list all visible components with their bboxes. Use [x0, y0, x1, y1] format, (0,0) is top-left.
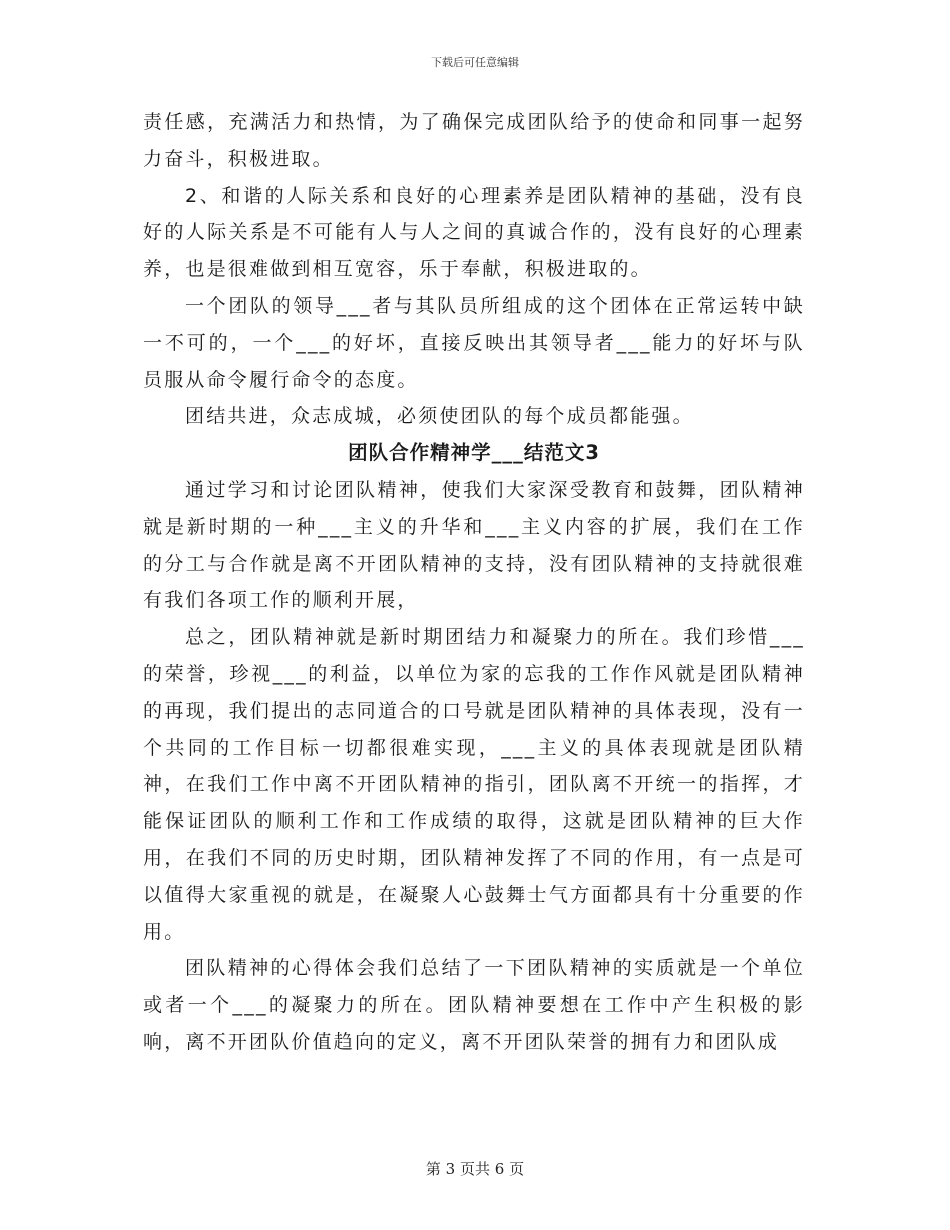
- page-footer: 第 3 页共 6 页: [425, 1160, 525, 1178]
- paragraph-7: 团队精神的心得体会我们总结了一下团队精神的实质就是一个单位或者一个___的凝聚力的所在。团队精神要想在工作中产生积极的影响，离不开团队价值趋向的定义，离不开团队荣誉的拥有力和团队成: [143, 957, 805, 1053]
- paragraph-1: 责任感，充满活力和热情，为了确保完成团队给予的使命和同事一起努力奋斗，积极进取。: [143, 111, 805, 170]
- paragraph-3: 一个团队的领导___者与其队员所组成的这个团体在正常运转中缺一不可的，一个___的好坏，直接反映出其领导者___能力的好坏与队员服从命令履行命令的态度。: [143, 294, 805, 391]
- paragraph-2: 2、和谐的人际关系和良好的心理素养是团队精神的基础，没有良好的人际关系是不可能有人与人之间的真诚合作的，没有良好的心理素养，也是很难做到相互宽容，乐于奉献，积极进取的。: [143, 184, 805, 281]
- paragraph-4: 团结共进，众志成城，必须使团队的每个成员都能强。: [185, 405, 694, 428]
- page-header: 下载后可任意编辑: [431, 56, 519, 69]
- document-body: [143, 104, 805, 1061]
- paragraph-5: 通过学习和讨论团队精神，使我们大家深受教育和鼓舞，团队精神就是新时期的一种___主义的升华和___主义内容的扩展，我们在工作的分工与合作就是离不开团队精神的支持，没有团队精神的支持就很难有我们各项工作的顺利开展，: [143, 478, 805, 612]
- section-heading: 团队合作精神学___结范文3: [348, 441, 600, 465]
- paragraph-6: 总之，团队精神就是新时期团结力和凝聚力的所在。我们珍惜___的荣誉，珍视___的利益，以单位为家的忘我的工作作风就是团队精神的再现，我们提出的志同道合的口号就是团队精神的具体表现，没有一个共同的工作目标一切都很难实现，___主义的具体表现就是团队精神，在我们工作中离不开团队精神的指引，团队离不开统一的指挥，才能保证团队的顺利工作和工作成绩的取得，这就是团队精神的巨大作用，在我们不同的历史时期，团队精神发挥了不同的作用，有一点是可以值得大家重视的就是，在凝聚人心鼓舞士气方面都具有十分重要的作用。: [143, 626, 805, 943]
